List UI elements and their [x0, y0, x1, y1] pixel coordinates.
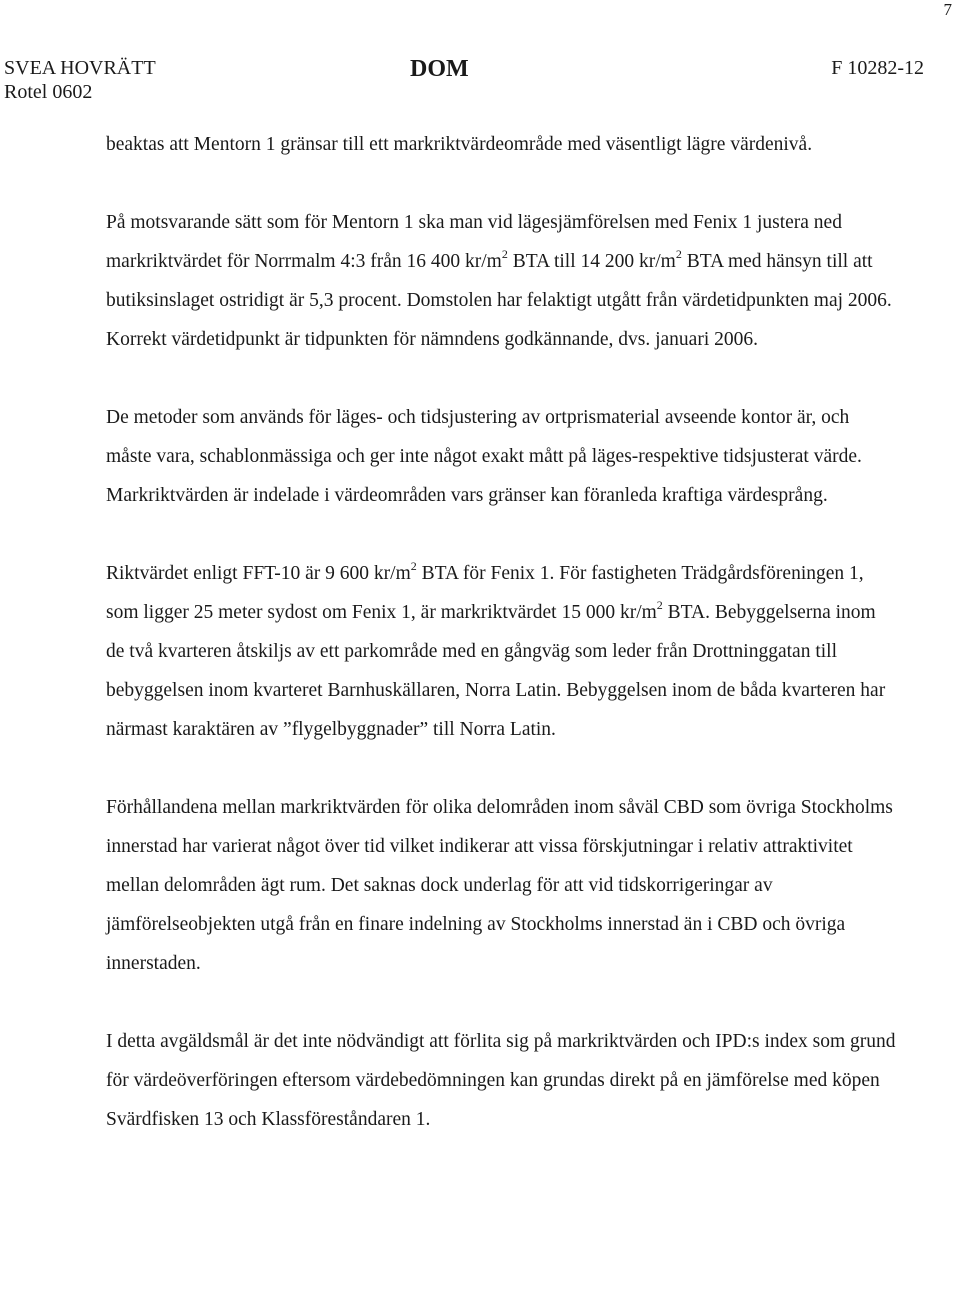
paragraph: Förhållandena mellan markriktvärden för olika delområden inom såväl CBD som övriga Stockholms innerstad har varierat något över tid vilket indikerar att vissa förskjutningar i relativ attraktivitet mellan delområden ägt rum. Det saknas dock underlag för att vid tidskorrigeringar av jämförelseobjekten utgå från en finare indelning av Stockholms innerstad än i CBD och övriga innerstaden.: [106, 797, 893, 974]
paragraph-text: BTA med hänsyn till att butiksinslaget ostridigt är 5,3 procent. Domstolen har felaktigt utgått från värdetidpunkten maj 2006. Korrekt värdetidpunkt är tidpunkten för nämndens godkännande, dvs. januari 2006.: [106, 251, 892, 350]
paragraph-text: På motsvarande sätt som för Mentorn 1 ska man vid lägesjämförelsen med Fenix 1 justera ned markriktvärdet för Norrmalm 4:3 från 16 400 kr/m: [106, 212, 842, 272]
document-body: [106, 125, 896, 1139]
page-number: 7: [943, 0, 952, 19]
department-name: Rotel 0602: [4, 81, 93, 103]
superscript: 2: [501, 247, 508, 261]
paragraph: I detta avgäldsmål är det inte nödvändigt att förlita sig på markriktvärden och IPD:s index som grund för värdeöverföringen eftersom värdebedömningen kan grundas direkt på en jämförelse med köpen Svärdfisken 13 och Klassföreståndaren 1.: [106, 1031, 896, 1130]
header-court-block: [4, 56, 156, 104]
paragraph: beaktas att Mentorn 1 gränsar till ett markriktvärdeområde med väsentligt lägre värdenivå.: [106, 134, 813, 155]
superscript: 2: [410, 559, 417, 573]
paragraph-text: BTA för Fenix 1. För fastigheten Trädgårdsföreningen 1, som ligger 25 meter sydost om Fenix 1, är markriktvärdet 15 000 kr/m: [106, 563, 864, 623]
superscript: 2: [675, 247, 682, 261]
court-name: SVEA HOVRÄTT: [4, 57, 156, 79]
paragraph: [106, 554, 896, 749]
paragraph-text: BTA till 14 200 kr/m: [507, 251, 676, 272]
paragraph-text: BTA. Bebyggelserna inom de två kvarteren åtskiljs av ett parkområde med en gångväg som leder från Drottninggatan till bebyggelsen inom kvarteret Barnhuskällaren, Norra Latin. Bebyggelsen inom de båda kvarteren har närmast karaktären av ”flygelbyggnader” till Norra Latin.: [106, 602, 886, 740]
paragraph: De metoder som används för läges- och tidsjustering av ortprismaterial avseende kontor är, och måste vara, schablonmässiga och ger inte något exakt mått på läges-respektive tidsjusterat värde. Markriktvärden är indelade i värdeområden vars gränser kan föranleda kraftiga värdesprång.: [106, 407, 862, 506]
document-type: DOM: [410, 56, 469, 82]
paragraph-text: Riktvärdet enligt FFT-10 är 9 600 kr/m: [106, 563, 411, 584]
paragraph: [106, 203, 896, 359]
case-number: F 10282-12: [831, 57, 924, 79]
superscript: 2: [656, 598, 663, 612]
